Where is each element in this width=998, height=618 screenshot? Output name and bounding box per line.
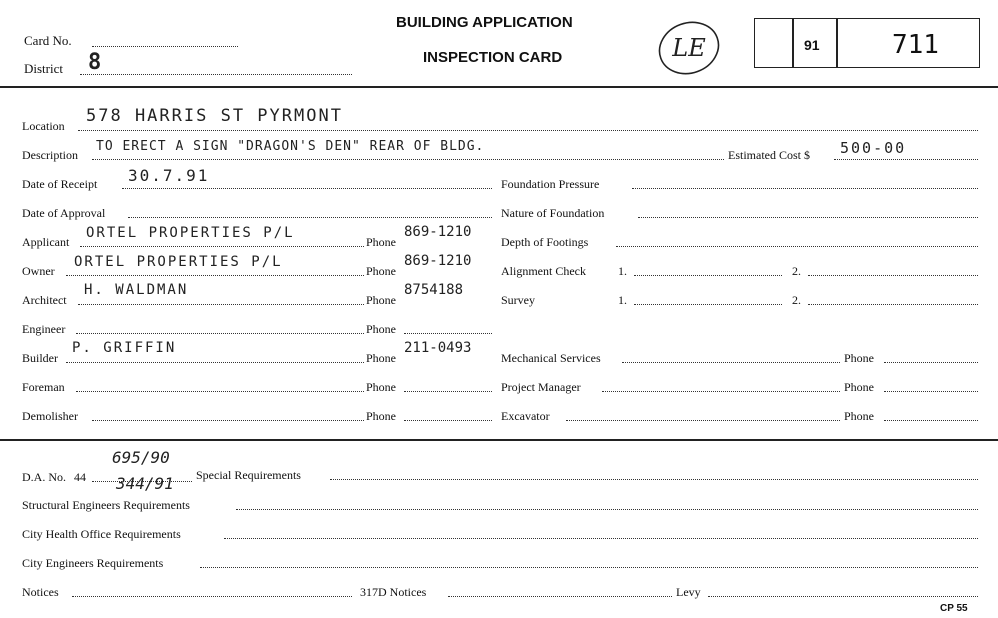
applicant-value[interactable]: ORTEL PROPERTIES P/L [86, 225, 295, 241]
structural-line[interactable] [236, 509, 978, 510]
architect-phone-label: Phone [366, 293, 396, 307]
owner-line [66, 275, 364, 276]
demolisher-label: Demolisher [22, 409, 78, 423]
date-approval-line[interactable] [128, 217, 492, 218]
district-value[interactable]: 8 [88, 50, 104, 75]
project-manager-label: Project Manager [501, 380, 581, 394]
alignment-line2[interactable] [808, 275, 978, 276]
city-engineers-label: City Engineers Requirements [22, 556, 164, 570]
header-rule [0, 86, 998, 88]
location-label: Location [22, 119, 65, 133]
project-manager-phone-label: Phone [844, 380, 874, 394]
ref-divider-1 [792, 18, 794, 68]
notices-317d-line[interactable] [448, 596, 672, 597]
estimated-cost-value[interactable]: 500-00 [840, 139, 907, 157]
levy-label: Levy [676, 585, 701, 599]
location-line [78, 130, 978, 131]
project-manager-phone-line[interactable] [884, 391, 978, 392]
title-line1: BUILDING APPLICATION [396, 14, 573, 31]
da-label: D.A. No. [22, 470, 66, 484]
alignment-num1: 1. [618, 264, 627, 278]
district-label: District [24, 61, 63, 76]
excavator-line[interactable] [566, 420, 840, 421]
architect-line [78, 304, 364, 305]
alignment-num2: 2. [792, 264, 801, 278]
title-line2: INSPECTION CARD [423, 49, 563, 66]
alignment-check-label: Alignment Check [501, 264, 586, 278]
health-line[interactable] [224, 538, 978, 539]
district-line [80, 74, 352, 75]
builder-line [66, 362, 364, 363]
foundation-pressure-label: Foundation Pressure [501, 177, 600, 191]
excavator-label: Excavator [501, 409, 550, 423]
applicant-phone[interactable]: 869-1210 [404, 224, 472, 240]
survey-label: Survey [501, 293, 535, 307]
foundation-pressure-line[interactable] [632, 188, 978, 189]
owner-label: Owner [22, 264, 55, 278]
builder-label: Builder [22, 351, 58, 365]
depth-footings-label: Depth of Footings [501, 235, 589, 249]
demolisher-phone-line[interactable] [404, 420, 492, 421]
nature-foundation-line[interactable] [638, 217, 978, 218]
ref-number: 711 [892, 30, 939, 60]
engineer-line[interactable] [76, 333, 364, 334]
structural-label: Structural Engineers Requirements [22, 498, 190, 512]
survey-num1: 1. [618, 293, 627, 307]
project-manager-line[interactable] [602, 391, 840, 392]
excavator-phone-label: Phone [844, 409, 874, 423]
applicant-label: Applicant [22, 235, 70, 249]
description-label: Description [22, 148, 78, 162]
builder-phone[interactable]: 211-0493 [404, 340, 472, 356]
mechanical-phone-label: Phone [844, 351, 874, 365]
stamp-mark: LE [672, 34, 706, 62]
depth-footings-line[interactable] [616, 246, 978, 247]
foreman-line[interactable] [76, 391, 364, 392]
mechanical-phone-line[interactable] [884, 362, 978, 363]
architect-phone[interactable]: 8754188 [404, 282, 464, 298]
special-requirements-line[interactable] [330, 479, 978, 480]
levy-line[interactable] [708, 596, 978, 597]
owner-value[interactable]: ORTEL PROPERTIES P/L [74, 254, 283, 270]
inspector-initials-stamp [656, 20, 722, 76]
architect-label: Architect [22, 293, 67, 307]
foreman-phone-line[interactable] [404, 391, 492, 392]
architect-value[interactable]: H. WALDMAN [84, 282, 189, 298]
notices-line[interactable] [72, 596, 352, 597]
estimated-cost-line [834, 159, 978, 160]
notices-label: Notices [22, 585, 59, 599]
foreman-label: Foreman [22, 380, 65, 394]
card-no-line[interactable] [92, 46, 238, 47]
demolisher-phone-label: Phone [366, 409, 396, 423]
ref-divider-2 [836, 18, 838, 68]
da-line [92, 481, 192, 482]
health-label: City Health Office Requirements [22, 527, 181, 541]
builder-value[interactable]: P. GRIFFIN [72, 340, 177, 356]
special-requirements-label: Special Requirements [196, 468, 301, 482]
mechanical-label: Mechanical Services [501, 351, 601, 365]
da-prefix: 44 [74, 470, 86, 484]
reference-box [754, 18, 980, 68]
survey-line2[interactable] [808, 304, 978, 305]
applicant-phone-label: Phone [366, 235, 396, 249]
survey-line1[interactable] [634, 304, 782, 305]
estimated-cost-label: Estimated Cost $ [728, 148, 810, 162]
owner-phone-label: Phone [366, 264, 396, 278]
section-rule [0, 439, 998, 441]
survey-num2: 2. [792, 293, 801, 307]
date-receipt-value[interactable]: 30.7.91 [128, 166, 210, 185]
description-value[interactable]: TO ERECT A SIGN "DRAGON'S DEN" REAR OF BLDG. [96, 139, 485, 154]
date-receipt-line [122, 188, 492, 189]
excavator-phone-line[interactable] [884, 420, 978, 421]
alignment-line1[interactable] [634, 275, 782, 276]
city-engineers-line[interactable] [200, 567, 978, 568]
date-receipt-label: Date of Receipt [22, 177, 98, 191]
demolisher-line[interactable] [92, 420, 364, 421]
form-code: CP 55 [940, 603, 968, 614]
engineer-phone-line[interactable] [404, 333, 492, 334]
applicant-line [80, 246, 364, 247]
builder-phone-label: Phone [366, 351, 396, 365]
da-value2[interactable]: 344/91 [116, 474, 174, 493]
notices-317d-label: 317D Notices [360, 585, 427, 599]
ref-prefix: 91 [804, 37, 820, 53]
mechanical-line[interactable] [622, 362, 840, 363]
da-value1[interactable]: 695/90 [112, 448, 170, 467]
location-value[interactable]: 578 HARRIS ST PYRMONT [86, 106, 343, 126]
engineer-label: Engineer [22, 322, 66, 336]
card-no-label: Card No. [24, 33, 72, 48]
date-approval-label: Date of Approval [22, 206, 106, 220]
engineer-phone-label: Phone [366, 322, 396, 336]
foreman-phone-label: Phone [366, 380, 396, 394]
nature-foundation-label: Nature of Foundation [501, 206, 605, 220]
owner-phone[interactable]: 869-1210 [404, 253, 472, 269]
description-line [92, 159, 724, 160]
